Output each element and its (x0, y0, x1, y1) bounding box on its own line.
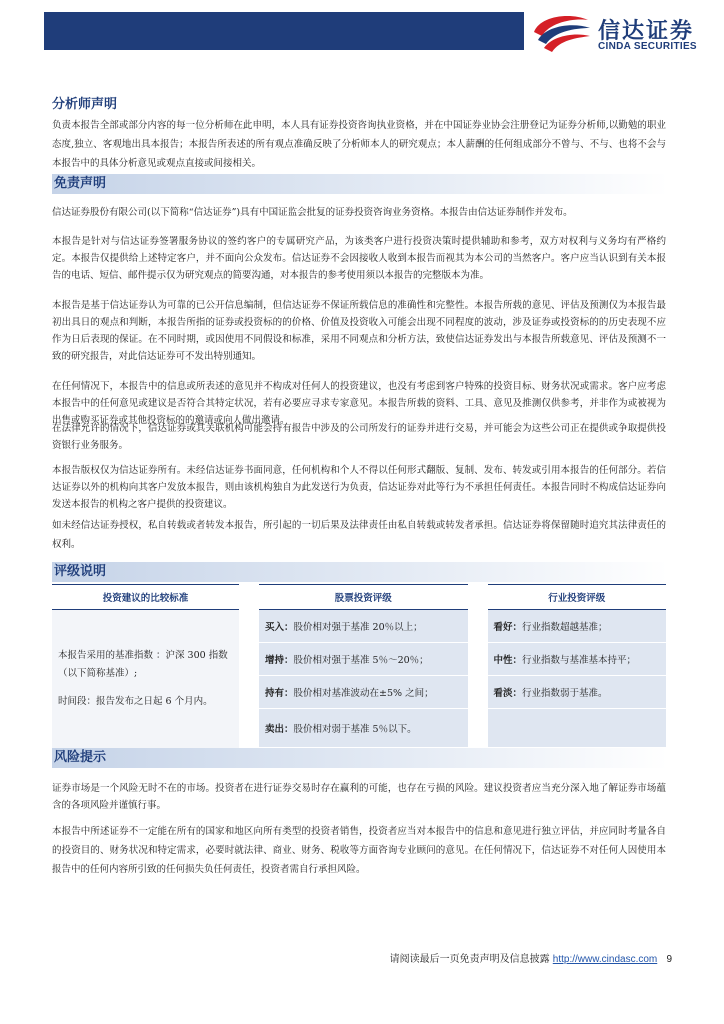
disclaimer-paragraph: 如未经信达证券授权，私自转载或者转发本报告，所引起的一切后果及法律责任由私自转载或转发者承担。信达证券将保留随时追究其法律责任的权利。 (52, 520, 666, 550)
rating-header-industry: 行业投资评级 (488, 585, 666, 610)
disclaimer-paragraph: 本报告是基于信达证券认为可靠的已公开信息编制，但信达证券不保证所载信息的准确性和完整性。本报告所载的意见、评估及预测仅为本报告最初出具日的观点和判断，本报告所指的证券或投资标的的价格、价值及投资收入可能会出现不同程度的波动，涉及证券或投资标的的历史表现不应作为日后表现的保证。在不同时期，或因使用不同假设和标准，采用不同观点和分析方法，致使信达证券发出与本报告所载意见、评估及预测不一致的研究报告，对此信达证券可不发出特别通知。 (52, 300, 666, 362)
logo-english-name: CINDA SECURITIES (598, 41, 697, 52)
benchmark-cell (52, 610, 239, 748)
page-footer (0, 950, 672, 965)
rating-title: 评级说明 (52, 562, 668, 582)
disclaimer-paragraph: 信达证券股份有限公司(以下简称“信达证券”)具有中国证监会批复的证券投资咨询业务资格。本报告由信达证券制作并发布。 (52, 207, 573, 218)
disclaimer-paragraph: 在法律允许的情况下，信达证券或其关联机构可能会持有报告中涉及的公司所发行的证券并进行交易，并可能会为这些公司正在提供或争取提供投资银行业务服务。 (52, 423, 666, 451)
risk-paragraph: 本报告中所述证券不一定能在所有的国家和地区向所有类型的投资者销售，投资者应当对本报告中的信息和意见进行独立评估，并应同时考量各自的投资目的、财务状况和特定需求，必要时就法律、商业、财务、税收等方面咨询专业顾问的意见。在任何情况下，信达证券不对任何人因使用本报告中的任何内容所引致的任何损失负任何责任，投资者需自行承担风险。 (52, 826, 666, 875)
disclaimer-paragraph: 在任何情况下，本报告中的信息或所表述的意见并不构成对任何人的投资建议，也没有考虑到客户特殊的投资目标、财务状况或需求。客户应考虑本报告中的任何意见或建议是否符合其特定状况，若有必要应寻求专家意见。本报告所载的资料、工具、意见及推测仅供参考，并非作为或被视为出售或购买证券或其他投资标的的邀请或向人做出邀请。 (52, 381, 666, 426)
footer-notice: 请阅读最后一页免责声明及信息披露 (389, 954, 550, 965)
industry-rating-row: 中性：行业指数与基准基本持平； (488, 643, 666, 676)
header-bar (44, 12, 524, 50)
stock-rating-row: 买入：股价相对强于基准 20％以上； (259, 610, 468, 643)
company-logo (530, 10, 710, 54)
benchmark-period-text: 时间段：报告发布之日起 6 个月内。 (58, 695, 213, 707)
disclaimer-paragraph: 本报告是针对与信达证券签署服务协议的签约客户的专属研究产品，为该类客户进行投资决策时提供辅助和参考，双方对权利与义务均有严格约定。本报告仅提供给上述特定客户，并不面向公众发布。信达证券不会因接收人收到本报告而视其为本公司的当然客户。客户应当认识到有关本报告的电话、短信、邮件提示仅为研究观点的简要沟通，对本报告的参考使用须以本报告的完整版本为准。 (52, 236, 666, 281)
benchmark-index-text: 本报告采用的基准指数 ：沪深 300 指数（以下简称基准）; (58, 649, 228, 679)
risk-title: 风险提示 (52, 748, 668, 768)
stock-rating-row: 持有：股价相对基准波动在±5% 之间； (259, 676, 468, 709)
cinda-logo-icon (530, 10, 594, 54)
footer-website-link[interactable]: http://www.cindasc.com (552, 954, 658, 965)
stock-rating-row: 增持：股价相对强于基准 5％～20％； (259, 643, 468, 676)
disclaimer-paragraph: 本报告版权仅为信达证券所有。未经信达证券书面同意，任何机构和个人不得以任何形式翻版、复制、发布、转发或引用本报告的任何部分。若信达证券以外的机构向其客户发放本报告，则由该机构独自为此发送行为负责，信达证券对此等行为不承担任何责任。本报告同时不构成信达证券向发送本报告的机构之客户提供的投资建议。 (52, 465, 666, 510)
industry-rating-row: 看好：行业指数超越基准； (488, 610, 666, 643)
analyst-statement-text: 负责本报告全部或部分内容的每一位分析师在此申明，本人具有证券投资咨询执业资格，并在中国证券业协会注册登记为证券分析师,以勤勉的职业态度,独立、客观地出具本报告；本报告所表述的所有观点准确反映了分析师本人的研究观点；本人薪酬的任何组成部分不曾与、不与、也将不会与本报告中的具体分析意见或观点直接或间接相关。 (52, 120, 666, 169)
industry-rating-empty (488, 709, 666, 748)
logo-chinese-name: 信达证券 (598, 19, 695, 44)
page-number: 9 (666, 954, 672, 965)
rating-header-benchmark: 投资建议的比较标准 (52, 585, 239, 610)
rating-header-stock: 股票投资评级 (259, 585, 468, 610)
risk-paragraph: 证券市场是一个风险无时不在的市场。投资者在进行证券交易时存在赢利的可能，也存在亏损的风险。建议投资者应当充分深入地了解证券市场蕴含的各项风险并谨慎行事。 (52, 783, 666, 811)
disclaimer-title: 免责声明 (52, 174, 668, 194)
stock-rating-row: 卖出：股价相对弱于基准 5％以下。 (259, 709, 468, 748)
industry-rating-row: 看淡：行业指数弱于基准。 (488, 676, 666, 709)
rating-table (52, 584, 666, 748)
analyst-statement-title: 分析师声明 (52, 97, 118, 112)
